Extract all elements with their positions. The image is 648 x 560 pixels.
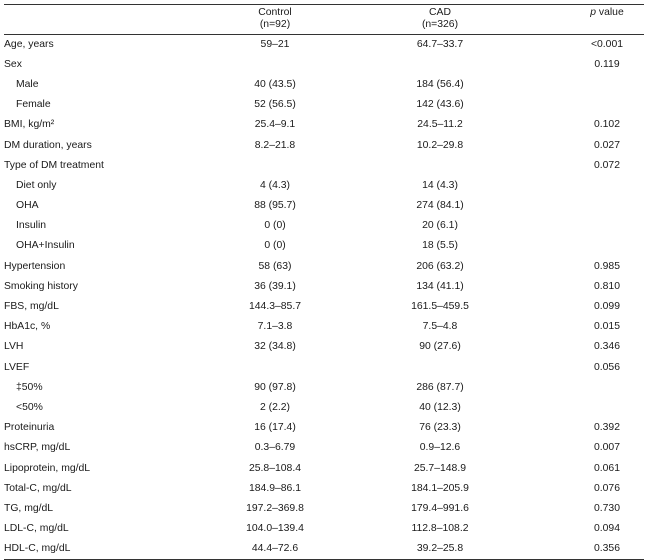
row-label: LVEF: [4, 361, 30, 373]
row-p-value: 0.099: [593, 301, 620, 313]
row-label: OHA: [16, 200, 39, 212]
row-cad-value: 10.2–29.8: [416, 139, 464, 151]
row-label: hsCRP, mg/dL: [4, 442, 71, 454]
row-cad-value: 179.4–991.6: [411, 502, 469, 514]
table-row: [4, 337, 644, 357]
header-p-italic: p: [590, 7, 597, 18]
row-label: Sex: [4, 58, 22, 70]
row-control-value: 44.4–72.6: [200, 539, 350, 559]
header-variable: [4, 5, 200, 35]
row-control-value: 36 (39.1): [254, 280, 296, 292]
row-p-value: [530, 236, 644, 256]
row-cad-value: 18 (5.5): [422, 240, 458, 252]
header-control: [200, 5, 350, 35]
row-control-value: 8.2–21.8: [254, 139, 296, 151]
row-control-value: 0 (0): [264, 240, 286, 252]
row-p-value: 0.027: [593, 139, 620, 151]
header-cad: [350, 5, 530, 35]
table-row: [4, 156, 644, 176]
table-row: [4, 519, 644, 539]
table-row: [4, 358, 644, 378]
row-cad-value: 274 (84.1): [416, 200, 464, 212]
row-p-value: [530, 216, 644, 236]
row-label: LVH: [4, 341, 24, 353]
row-label: Hypertension: [4, 260, 66, 272]
table-row: [4, 176, 644, 196]
row-label: ‡50%: [16, 381, 43, 393]
table-row: [4, 216, 644, 236]
row-control-value: 59–21: [260, 38, 290, 50]
row-cad-value: 142 (43.6): [416, 99, 464, 111]
row-control-value: 184.9–86.1: [248, 482, 301, 494]
row-label: Female: [16, 99, 51, 111]
table-header: [4, 5, 644, 35]
row-label: TG, mg/dL: [4, 502, 54, 514]
row-p-value: 0.392: [593, 422, 620, 434]
table-row: [4, 35, 644, 55]
row-cad-value: 64.7–33.7: [416, 38, 464, 50]
row-control-value: 4 (4.3): [259, 179, 291, 191]
table-row: [4, 75, 644, 95]
row-control-value: [200, 156, 350, 176]
row-label: Proteinuria: [4, 422, 55, 434]
table-row: [4, 277, 644, 297]
row-control-value: 197.2–369.8: [246, 502, 304, 514]
row-control-value: 88 (95.7): [254, 200, 296, 212]
table-row: [4, 115, 644, 135]
row-label: FBS, mg/dL: [4, 301, 59, 313]
row-p-value: [530, 176, 644, 196]
row-cad-value: 24.5–11.2: [417, 119, 463, 131]
row-label: <50%: [16, 401, 43, 413]
table-row: [4, 479, 644, 499]
row-control-value: 7.1–3.8: [257, 321, 293, 333]
row-control-value: 90 (97.8): [254, 381, 296, 393]
row-cad-value: 20 (6.1): [422, 220, 458, 232]
row-p-value: [530, 398, 644, 418]
row-label: BMI, kg/m²: [4, 119, 55, 131]
row-p-value: 0.094: [593, 523, 620, 535]
table-row: [4, 398, 644, 418]
row-cad-value: 112.8–108.2: [411, 523, 469, 535]
row-cad-value: [350, 55, 530, 75]
table-row: [4, 196, 644, 216]
row-p-value: 0.061: [593, 462, 620, 474]
table-row: [4, 135, 644, 155]
row-cad-value: 39.2–25.8: [350, 539, 530, 559]
row-cad-value: 161.5–459.5: [411, 301, 469, 313]
row-control-value: [200, 55, 350, 75]
row-cad-value: 25.7–148.9: [413, 462, 466, 474]
row-p-value: [530, 75, 644, 95]
row-control-value: [200, 358, 350, 378]
row-label: HbA1c, %: [4, 321, 51, 333]
table-row: [4, 55, 644, 75]
row-p-value: 0.072: [593, 159, 620, 171]
row-label: HDL-C, mg/dL: [4, 539, 200, 559]
row-label: Lipoprotein, mg/dL: [4, 462, 91, 474]
header-p-value: [530, 5, 644, 35]
row-label: DM duration, years: [4, 139, 92, 151]
row-cad-value: 134 (41.1): [416, 280, 464, 292]
row-cad-value: [350, 358, 530, 378]
row-label: Total-C, mg/dL: [4, 482, 72, 494]
table-row: [4, 438, 644, 458]
row-control-value: 32 (34.8): [254, 341, 296, 353]
row-cad-value: 184 (56.4): [416, 78, 464, 90]
row-cad-value: 184.1–205.9: [411, 482, 469, 494]
row-p-value: [530, 196, 644, 216]
row-control-value: 2 (2.2): [259, 401, 291, 413]
table-body: [4, 35, 644, 560]
row-control-value: 52 (56.5): [254, 99, 296, 111]
row-cad-value: 206 (63.2): [416, 260, 464, 272]
row-cad-value: [350, 156, 530, 176]
row-p-value: [530, 95, 644, 115]
row-cad-value: 76 (23.3): [419, 422, 461, 434]
row-p-value: 0.346: [593, 341, 620, 353]
characteristics-table-container: [4, 4, 644, 560]
row-cad-value: 7.5–4.8: [422, 321, 458, 333]
row-control-value: 40 (43.5): [254, 78, 296, 90]
row-control-value: 144.3–85.7: [248, 301, 301, 313]
row-p-value: 0.985: [593, 260, 620, 272]
row-p-value: <0.001: [590, 38, 624, 50]
table-row: [4, 317, 644, 337]
header-control-label: Control: [258, 7, 292, 18]
characteristics-table: [4, 4, 644, 560]
row-label: Male: [16, 78, 39, 90]
row-p-value: 0.119: [594, 58, 620, 70]
row-cad-value: 286 (87.7): [416, 381, 464, 393]
row-p-value: 0.076: [593, 482, 620, 494]
table-row: [4, 499, 644, 519]
row-label: Diet only: [16, 179, 57, 191]
row-cad-value: 40 (12.3): [419, 401, 461, 413]
table-row: [4, 539, 644, 559]
row-p-value: 0.810: [593, 280, 620, 292]
row-control-value: 25.4–9.1: [254, 119, 296, 131]
header-row: [4, 5, 644, 35]
row-cad-value: 14 (4.3): [422, 179, 458, 191]
table-row: [4, 95, 644, 115]
row-cad-value: 90 (27.6): [419, 341, 461, 353]
row-control-value: 104.0–139.4: [246, 523, 304, 535]
row-p-value: 0.102: [593, 119, 620, 131]
row-label: LDL-C, mg/dL: [4, 523, 69, 535]
row-p-value: [530, 378, 644, 398]
row-p-value: 0.007: [593, 442, 620, 454]
header-control-n: (n=92): [259, 19, 291, 30]
row-label: OHA+Insulin: [16, 240, 75, 252]
table-row: [4, 297, 644, 317]
row-p-value: 0.056: [593, 361, 620, 373]
row-label: Smoking history: [4, 280, 78, 292]
row-label: Type of DM treatment: [4, 159, 104, 171]
row-label: Insulin: [16, 220, 47, 232]
row-p-value: 0.356: [530, 539, 644, 559]
table-row: [4, 378, 644, 398]
row-label: Age, years: [4, 38, 54, 50]
row-cad-value: 0.9–12.6: [419, 442, 461, 454]
row-control-value: 58 (63): [258, 260, 292, 272]
table-row: [4, 257, 644, 277]
table-row: [4, 236, 644, 256]
table-row: [4, 458, 644, 478]
row-control-value: 0.3–6.79: [254, 442, 296, 454]
table-row: [4, 418, 644, 438]
row-p-value: 0.730: [593, 502, 620, 514]
header-p-rest: value: [596, 7, 624, 18]
row-control-value: 16 (17.4): [254, 422, 296, 434]
header-cad-n: (n=326): [421, 19, 459, 30]
header-cad-label: CAD: [429, 7, 451, 18]
row-control-value: 0 (0): [264, 220, 286, 232]
row-control-value: 25.8–108.4: [248, 462, 301, 474]
row-p-value: 0.015: [593, 321, 620, 333]
